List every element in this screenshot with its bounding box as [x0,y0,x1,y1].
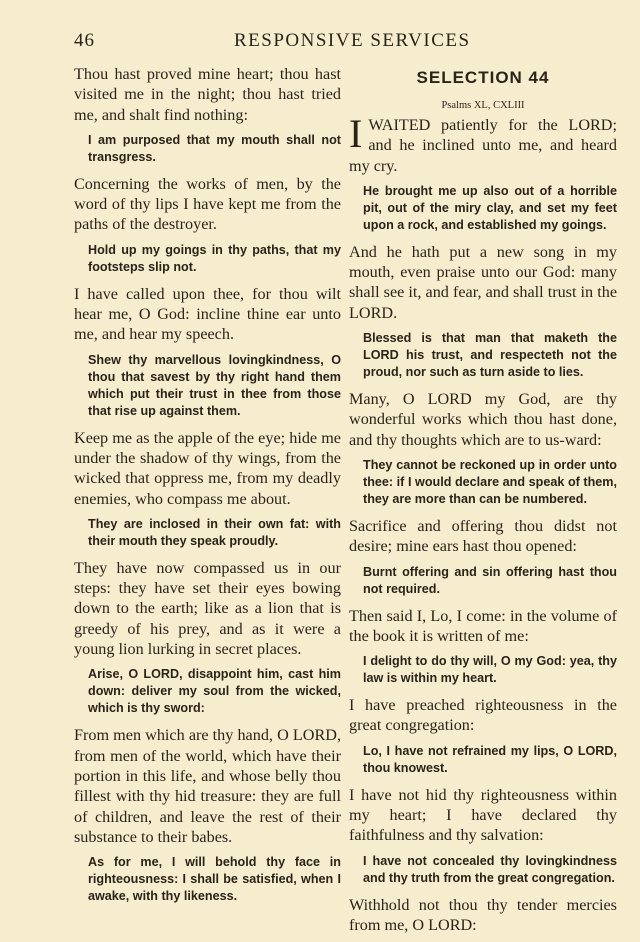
drop-cap: I [349,111,363,156]
first-verse [349,111,617,176]
response: I delight to do thy will, O my God: yea, thy law is within my heart. [363,654,617,686]
verse: Then said I, Lo, I come: in the volume of the book it is written of me: [349,606,617,645]
response: Shew thy marvellous lovingkindness, O thou that savest by thy right hand them which put their trust in thee from those that rise up against them. [88,352,341,418]
verse: They have now compassed us in our steps: they have set their eyes bowing down to the earth; like as a lion that is greedy of his prey, and as it were a young lion lurking in secret places. [74,558,341,659]
verse: Keep me as the apple of the eye; hide me under the shadow of thy wings, from the wicked that oppress me, from my deadly enemies, who compass me about. [74,428,341,508]
first-verse-text: WAITED patiently for the LORD; and he inclined unto me, and heard my cry. [349,116,617,175]
verse: I have called upon thee, for thou wilt hear me, O God: incline thine ear unto me, and hear my speech. [74,284,341,344]
verse: Many, O LORD my God, are thy wonderful works which thou hast done, and thy thoughts which are to us-ward: [349,390,617,449]
left-column [74,64,341,913]
verse: I have not hid thy righteousness within my heart; I have declared thy faithfulness and thy salvation: [349,785,617,845]
verse: I have preached righteousness in the great congregation: [349,696,617,735]
response: Blessed is that man that maketh the LORD his trust, and respecteth not the proud, nor such as turn aside to lies. [363,331,617,380]
verse: And he hath put a new song in my mouth, even praise unto our God: many shall see it, and fear, and shall trust in the LORD. [349,242,617,322]
response: Lo, I have not refrained my lips, O LORD, thou knowest. [363,743,617,775]
verse: Thou hast proved mine heart; thou hast visited me in the night; thou hast tried me, and shalt find nothing: [74,65,341,124]
response: Arise, O LORD, disappoint him, cast him down: deliver my soul from the wicked, which is thy sword: [88,667,341,716]
response: I am purposed that my mouth shall not transgress. [88,132,341,164]
response: As for me, I will behold thy face in righteousness: I shall be satisfied, when I awake, with thy likeness. [88,855,341,904]
page-header [74,30,600,56]
response: Hold up my goings in thy paths, that my footsteps slip not. [88,242,341,274]
response: I have not concealed thy lovingkindness and thy truth from the great congregation. [363,853,617,885]
verse: Sacrifice and offering thou didst not desire; mine ears hast thou opened: [349,516,617,556]
response: He brought me up also out of a horrible pit, out of the miry clay, and set my feet upon a rock, and established my goings. [363,183,617,232]
page-number: 46 [74,30,95,51]
verse: Withhold not thou thy tender mercies from me, O LORD: [349,895,617,934]
selection-source: Psalms XL, CXLIII [441,100,525,111]
response: They cannot be reckoned up in order unto thee: if I would declare and speak of them, they are more than can be numbered. [363,457,617,506]
running-head: RESPONSIVE SERVICES [234,30,471,51]
verse: Concerning the works of men, by the word of thy lips I have kept me from the paths of the destroyer. [74,174,341,234]
response: Burnt offering and sin offering hast thou not required. [363,564,617,596]
right-column [349,64,617,942]
selection-title: SELECTION 44 [416,68,550,87]
response: They are inclosed in their own fat: with their mouth they speak proudly. [88,516,341,548]
verse: From men which are thy hand, O LORD, from men of the world, which have their portion in this life, and whose belly thou fillest with thy hid treasure: they are full of children, and leave the rest of their substance to their babes. [74,726,341,846]
